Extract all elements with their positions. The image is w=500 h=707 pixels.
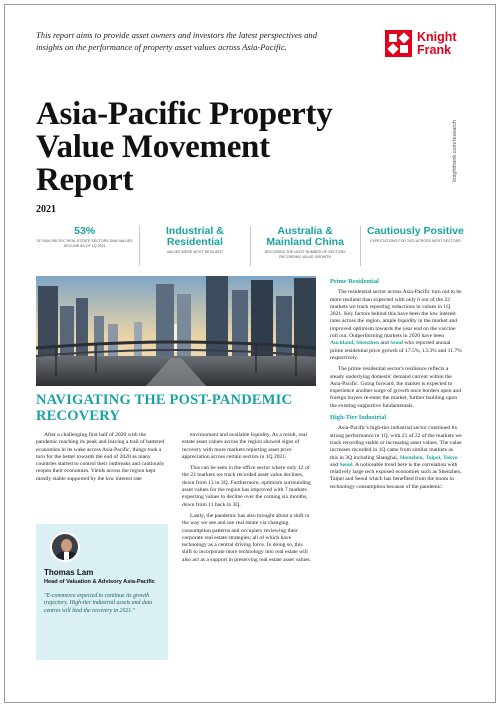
quote-box <box>36 524 168 660</box>
kpi-item <box>250 226 360 266</box>
subheading-high-tier-industrial: High-Tier Industrial <box>330 414 387 422</box>
skyline-illustration <box>36 276 316 386</box>
side-url: knightfrank.com/research <box>452 120 458 182</box>
paragraph: environment and available liquidity. As a result, real estate asset values across the region showed signs of recovery with more markets reporting asset price appreciation across certain sectors in 1Q 2021. <box>182 432 307 460</box>
kpi-desc: VALUES WERE MOST RESILIENT <box>166 250 224 254</box>
kpi-desc: EXPECTATIONS FOR 2021 ACROSS MOST SECTORS <box>370 239 461 243</box>
paragraph: The residential sector across Asia-Pacific turn out to be more resilient than expected with only 6 out of the 22 markets we track reporting reductions in values in 1Q 2021. Key factors behind this have been the low interest rates across the region, ample liquidity in the market and improved optimism towards the year end on the vaccine roll out. Outperforming markets in 2020 have been Auckland, Shenzhen and Seoul who reported annual prime residential price growth of 17.5%, 13.3% and 11.7% respectively. <box>330 289 462 361</box>
body-column-1 <box>36 432 166 487</box>
kpi-desc: RECORDED THE MOST NUMBER OF SECTORS RECORDING VALUE GROWTH <box>264 250 346 259</box>
paragraph: The prime residential sector's resilience reflects a steady underlying domestic demand current within the Asia-Pacific. Going forward, the market is expected to experience another surge of growth once borders open and foreign buyers re-enter the market, further building upon the existing supportive fundamentals. <box>330 366 461 409</box>
body-column-3 <box>330 276 462 495</box>
page-title: Asia-Pacific Property Value Movement Report <box>36 96 333 198</box>
kpi-value: Australia & Mainland China <box>266 225 344 248</box>
kpi-desc: OF ASIA-PACIFIC REAL ESTATE SECTORS SAW VALUES DECLINE AS OF 1Q 2021 <box>36 239 133 248</box>
intro-text: This report aims to provide asset owners and investors the latest perspectives and insights on the performance of property asset values across Asia-Pacific. <box>36 30 318 52</box>
kpi-value: 53% <box>74 225 96 237</box>
quote-author-role: Head of Valuation & Advisory Asia-Pacific <box>44 579 155 585</box>
kpi-item <box>360 226 470 266</box>
kpi-strip <box>30 226 470 266</box>
logo-text: Knight Frank <box>417 30 457 57</box>
kpi-item <box>139 226 249 266</box>
report-year: 2021 <box>36 204 56 215</box>
knight-frank-logo <box>385 30 467 60</box>
quote-text: "E-commerce expected to continue its growth trajectory. High-tier industrial assets and data centres will lead the recovery in 2021." <box>44 593 153 614</box>
kpi-item <box>30 226 139 266</box>
paragraph: Asia-Pacific's high-tier industrial sector continued its strong performance in 1Q, with 21 of 22 of the markets we track recording stable or increasing asset values. The value increases recorded in 1Q came from similar markets as this in 3Q including Shanghai, Shenzhen, Taipei, Tokyo and Seoul. A noticeable trend here is the correlation with relatively large tech exposed economies such as Shenzhen, Taipei and Seoul which has benefited from the boom in technology consumption because of the pandemic. <box>330 425 462 490</box>
body-column-2 <box>182 432 314 568</box>
kpi-value: Cautiously Positive <box>366 225 464 237</box>
kpi-value: Industrial & Residential <box>165 225 224 248</box>
logo-mark-icon <box>385 30 412 57</box>
section-heading: NAVIGATING THE POST-PANDEMIC RECOVERY <box>36 392 293 424</box>
subheading-prime-residential: Prime Residential <box>330 278 379 285</box>
quote-author-name: Thomas Lam <box>44 568 94 577</box>
paragraph: After a challenging first half of 2020 with the pandemic reaching its peak and leaving a trail of battered economies in its wake across Asia-Pacific, things took a turn for the better towards the end of 2020 as many countries started to control their outbreaks and cautiously reopen their economies. Yields across the region kept mostly stable supported by the low interest rate <box>36 432 165 482</box>
avatar <box>50 532 80 562</box>
paragraph: This can be seen in the office sector where only 12 of the 22 markets we track recorded asset value declines, down from 13 in 3Q. Furthermore, optimism surrounding asset values for the region has improved with 7 markets expecting values to decline over the coming six months, down from 11 back in 3Q. <box>182 465 311 508</box>
city-skyline-photo <box>36 276 316 386</box>
paragraph: Lastly, the pandemic has also brought about a shift in the way we see and use real estate via changing consumption patterns and occupiers reviewing their corporate real estate strategies; all of which have technology as a central driving force. In doing so, this shift to incorporate more technology into real estate will also act as a support in preserving real estate asset values. <box>182 512 312 563</box>
